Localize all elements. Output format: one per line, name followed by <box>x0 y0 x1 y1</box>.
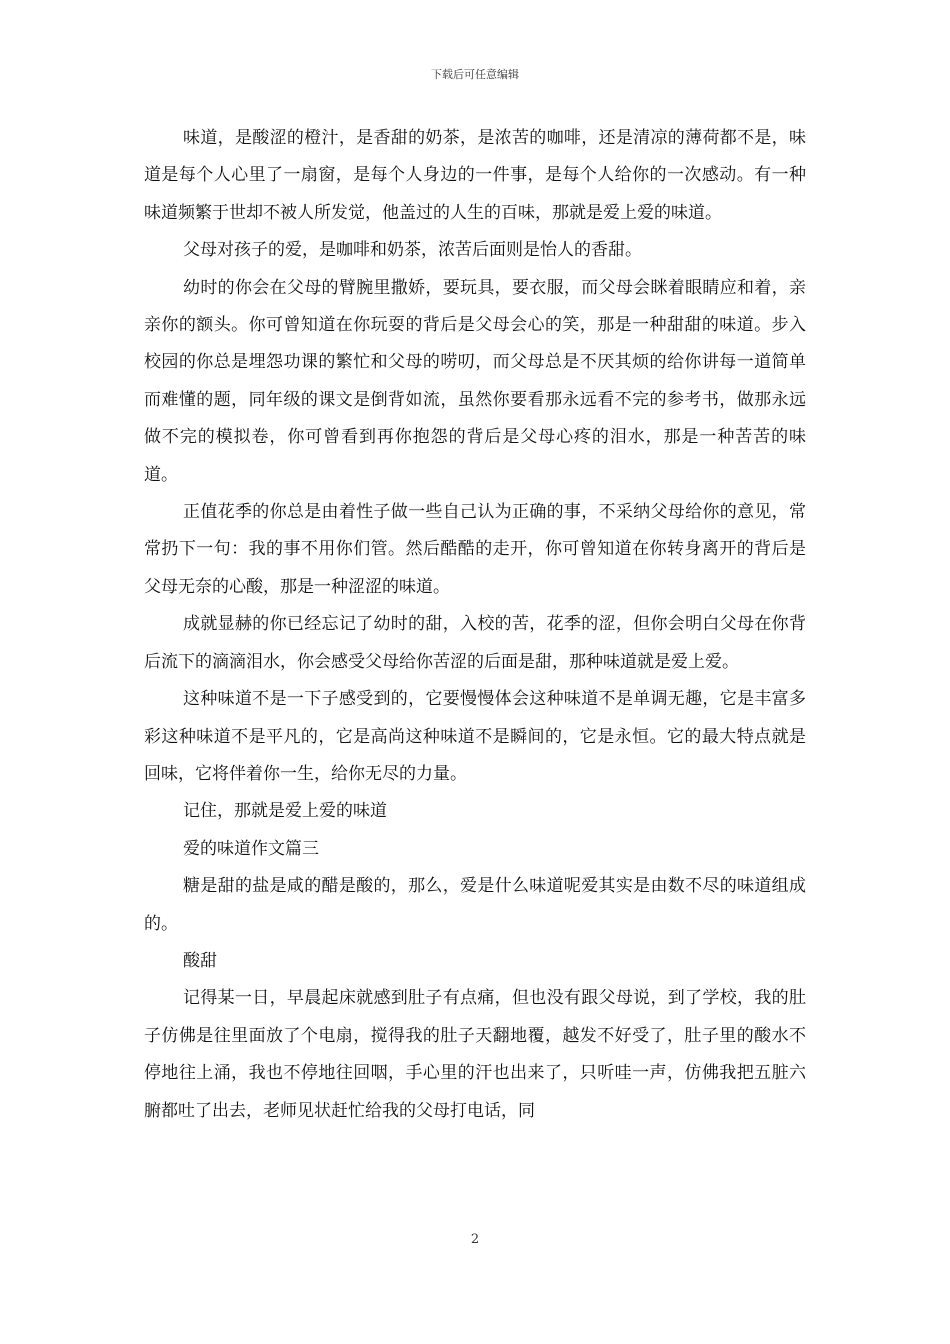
paragraph: 父母对孩子的爱，是咖啡和奶茶，浓苦后面则是怡人的香甜。 <box>183 240 642 261</box>
paragraph: 这种味道不是一下子感受到的，它要慢慢体会这种味道不是单调无趣，它是丰富多彩这种味道不是平凡的，它是高尚这种味道不是瞬间的，它是永恒。它的最大特点就是回味，它将伴着你一生，给你无尽的力量。 <box>144 689 806 784</box>
paragraph: 成就显赫的你已经忘记了幼时的甜，入校的苦，花季的涩，但你会明白父母在你背后流下的滴滴泪水，你会感受父母给你苦涩的后面是甜，那种味道就是爱上爱。 <box>144 614 806 672</box>
paragraph: 味道，是酸涩的橙汁，是香甜的奶茶，是浓苦的咖啡，还是清凉的薄荷都不是，味道是每个人心里了一扇窗，是每个人身边的一件事，是每个人给你的一次感动。有一种味道频繁于世却不被人所发觉，他盖过的人生的百味，那就是爱上爱的味道。 <box>144 128 806 223</box>
paragraph: 记得某一日，早晨起床就感到肚子有点痛，但也没有跟父母说，到了学校，我的肚子仿佛是往里面放了个电扇，搅得我的肚子天翻地覆，越发不好受了，肚子里的酸水不停地往上涌，我也不停地往回咽，手心里的汗也出来了，只听哇一声，仿佛我把五脏六腑都吐了出去，老师见状赶忙给我的父母打电话，同 <box>144 988 806 1121</box>
page-header: 下载后可任意编辑 <box>431 68 519 81</box>
paragraph: 记住，那就是爱上爱的味道 <box>183 801 387 822</box>
document-body <box>144 120 806 1130</box>
section-heading: 爱的味道作文篇三 <box>183 838 319 859</box>
subheading: 酸甜 <box>183 950 217 971</box>
paragraph: 糖是甜的盐是咸的醋是酸的，那么，爱是什么味道呢爱其实是由数不尽的味道组成的。 <box>144 876 806 934</box>
paragraph: 幼时的你会在父母的臂腕里撒娇，要玩具，要衣服，而父母会眯着眼睛应和着，亲亲你的额头。你可曾知道在你玩耍的背后是父母会心的笑，那是一种甜甜的味道。步入校园的你总是埋怨功课的繁忙和父母的唠叨，而父母总是不厌其烦的给你讲每一道简单而难懂的题，同年级的课文是倒背如流，虽然你要看那永远看不完的参考书，做那永远做不完的模拟卷，你可曾看到再你抱怨的背后是父母心疼的泪水，那是一种苦苦的味道。 <box>144 277 806 485</box>
page-number: 2 <box>470 1232 480 1247</box>
paragraph: 正值花季的你总是由着性子做一些自己认为正确的事，不采纳父母给你的意见，常常扔下一句：我的事不用你们管。然后酷酷的走开，你可曾知道在你转身离开的背后是父母无奈的心酸，那是一种涩涩的味道。 <box>144 502 806 597</box>
